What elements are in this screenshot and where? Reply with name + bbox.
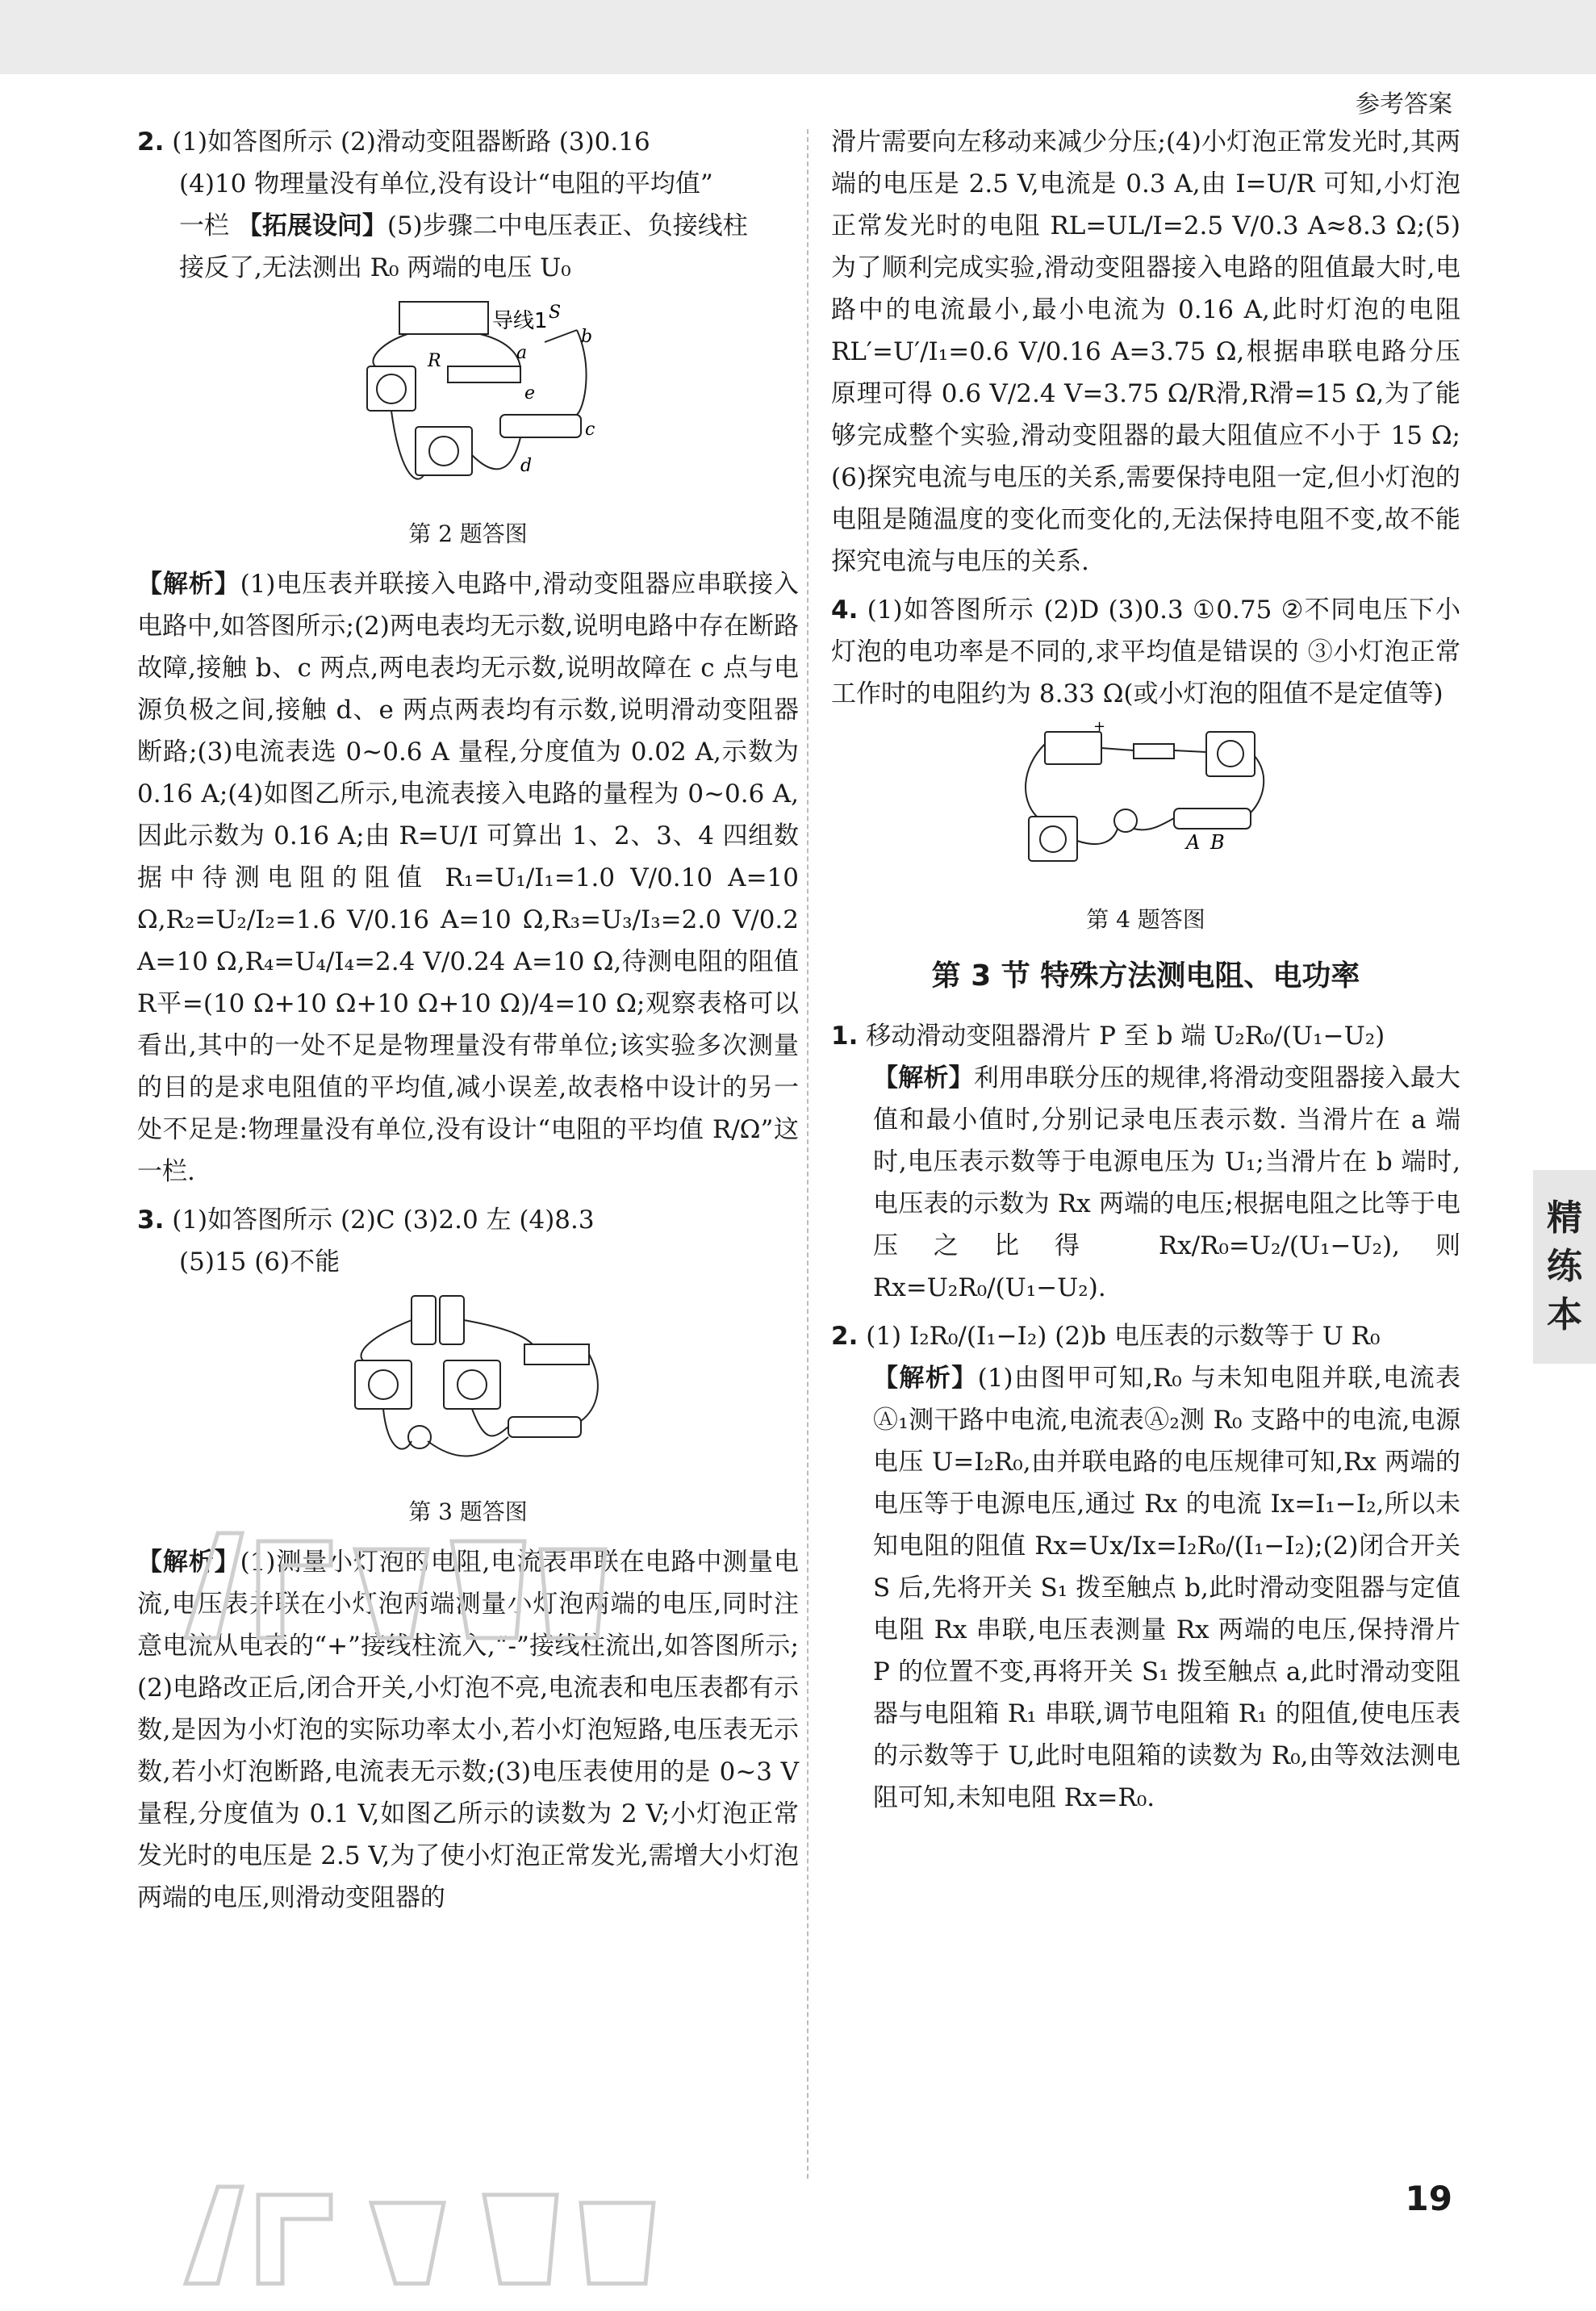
side-tab <box>1533 1170 1596 1364</box>
q3-circuit-diagram <box>323 1288 613 1473</box>
q2-line4: 接反了,无法测出 R₀ 两端的电压 U₀ <box>179 253 571 282</box>
q2-analysis <box>137 563 799 1193</box>
q3-line2: (5)15 (6)不能 <box>179 1247 341 1277</box>
s2-analysis <box>831 1357 1460 1819</box>
header-label: 参考答案 <box>1356 90 1452 119</box>
s2-analysis-text: (1)由图甲可知,R₀ 与未知电阻并联,电流表Ⓐ₁测干路中电流,电流表Ⓐ₂测 R₀ 支路中的电流,电源电压 U=I₂R₀,由并联电路的电压规律可知,Rx 两端的电压等于电源电压,通过 Rx 的电流 Ix=I₁−I₂,所以未知电阻的阻值 Rx=Ux/Ix=I₂R₀/(I₁−I₂);(2)闭合开关 S 后,先将开关 S₁ 拨至触点 b,此时滑动变阻器与定值电阻 Rx 串联,电压表测量 Rx 两端的电压,保持滑片 P 的位置不变,再将开关 S₁ 拨至触点 a,此时滑动变阻器与电阻箱 R₁ 串联,调节电阻箱 R₁ 的阻值,使电压表的示数等于 U,此时电阻箱的读数为 R₀,由等效法测电阻可知,未知电阻 Rx=R₀. <box>873 1364 1460 1812</box>
s1-analysis <box>831 1057 1460 1309</box>
q2-circuit-diagram <box>335 294 601 495</box>
label-b: b <box>581 327 593 347</box>
q2-figure <box>137 294 799 508</box>
q2-analysis-text: (1)电压表并联接入电路中,滑动变阻器应串联接入电路中,如答图所示;(2)两电表均无示数,说明电路中存在断路故障,接触 b、c 两点,两电表均无示数,说明故障在 c 点与电源负极之间,接触 d、e 两点两表均有示数,说明滑动变阻器断路;(3)电流表选 0~0.6 A 量程,分度值为 0.02 A,示数为 0.16 A;(4)如图乙所示,电流表接入电路的量程为 0~0.6 A,因此示数为 0.16 A;由 R=U/I 可算出 1、2、3、4 四组数据中待测电阻的阻值 R₁=U₁/I₁=1.0 V/0.10 A=10 Ω,R₂=U₂/I₂=1.6 V/0.16 A=10 Ω,R₃=U₃/I₃=2.0 V/0.2 A=10 Ω,R₄=U₄/I₄=2.4 V/0.24 A=10 Ω,待测电阻的阻值 R平=(10 Ω+10 Ω+10 Ω+10 Ω)/4=10 Ω;观察表格可以看出,其中的一处不足是物理量没有带单位;该实验多次测量的目的是求电阻值的平均值,减小误差,故表格中设计的另一处不足是:物理量没有单位,没有设计“电阻的平均值 R/Ω”这一栏. <box>137 570 800 1186</box>
q4-text: (1)如答图所示 (2)D (3)0.3 ①0.75 ②不同电压下小灯泡的电功率是不同的,求平均值是错误的 ③小灯泡正常工作时的电阻约为 8.33 Ω(或小灯泡的阻值不是定值等) <box>831 596 1460 708</box>
q4-circuit-diagram <box>1013 720 1279 881</box>
s1-analysis-text: 利用串联分压的规律,将滑动变阻器接入最大值和最小值时,分别记录电压表示数. 当滑片在 a 端时,电压表示数等于电源电压为 U₁;当滑片在 b 端时,电压表的示数为 Rx 两端的电压;根据电阻之比等于电压之比得 Rx/R₀=U₂/(U₁−U₂),则 Rx=U₂R₀/(U₁−U₂). <box>873 1064 1461 1302</box>
q2-answer <box>137 121 799 163</box>
analysis-tag: 【解析】 <box>137 1548 240 1577</box>
s1-number: 1. <box>831 1022 859 1051</box>
page-number: 19 <box>1405 2179 1452 2218</box>
s1-answer <box>831 1015 1460 1057</box>
s2-answer-text: (1) I₂R₀/(I₁−I₂) (2)b 电压表的示数等于 U R₀ <box>866 1322 1381 1351</box>
s2-answer <box>831 1315 1460 1357</box>
q4-number: 4. <box>831 596 859 625</box>
q3-continuation: 滑片需要向左移动来减少分压;(4)小灯泡正常发光时,其两端的电压是 2.5 V,电流是 0.3 A,由 I=U/R 可知,小灯泡正常发光时的电阻 RL=UL/I=2.5 V/0.3 A≈8.3 Ω;(5)为了顺利完成实验,滑动变阻器接入电路的阻值最大时,电路中的电流最小,最小电流为 0.16 A,此时灯泡的电阻 RL′=U′/I₁=0.6 V/0.16 A=3.75 Ω,根据串联电路分压原理可得 0.6 V/2.4 V=3.75 Ω/R滑,R滑=15 Ω,为了能够完成整个实验,滑动变阻器的最大阻值应不小于 15 Ω;(6)探究电流与电压的关系,需要保持电阻一定,但小灯泡的电阻是随温度的变化而变化的,无法保持电阻不变,故不能探究电流与电压的关系. <box>831 127 1460 576</box>
top-bar <box>0 0 1596 74</box>
q3-analysis-text: (1)测量小灯泡的电阻,电流表串联在电路中测量电流,电压表并联在小灯泡两端测量小灯泡两端的电压,同时注意电流从电表的“+”接线柱流入,“-”接线柱流出,如答图所示;(2)电路改正后,闭合开关,小灯泡不亮,电流表和电压表都有示数,是因为小灯泡的实际功率太小,若小灯泡短路,电压表无示数,若小灯泡断路,电流表无示数;(3)电压表使用的是 0~3 V 量程,分度值为 0.1 V,如图乙所示的读数为 2 V;小灯泡正常发光时的电压是 2.5 V,为了使小灯泡正常发光,需增大小灯泡两端的电压,则滑动变阻器的 <box>137 1548 800 1912</box>
label-a: A <box>1186 831 1201 854</box>
label-r: R <box>428 351 441 371</box>
q3-number: 3. <box>137 1206 165 1235</box>
q3-answer <box>137 1199 799 1241</box>
q4-answer <box>831 589 1460 715</box>
extension-tag: 【拓展设问】 <box>236 211 387 240</box>
q4-caption: 第 4 题答图 <box>1086 906 1205 933</box>
label-s: S <box>549 303 562 323</box>
column-divider <box>807 129 808 2179</box>
q3-caption: 第 3 题答图 <box>408 1498 528 1525</box>
label-c: c <box>585 420 595 440</box>
q4-figure <box>831 720 1460 894</box>
q2-number: 2. <box>137 127 165 157</box>
watermark-graphic <box>169 2171 670 2300</box>
label-b: B <box>1210 831 1225 854</box>
s2-number: 2. <box>831 1322 859 1351</box>
q2-line3b: (5)步骤二中电压表正、负接线柱 <box>386 211 748 240</box>
label-d: d <box>520 456 533 476</box>
analysis-tag: 【解析】 <box>873 1364 978 1393</box>
label-a: a <box>516 343 528 363</box>
right-column <box>831 121 1460 1819</box>
analysis-tag: 【解析】 <box>873 1064 974 1093</box>
q2-line3a: 一栏 <box>179 211 237 240</box>
q2-line1: (1)如答图所示 (2)滑动变阻器断路 (3)0.16 <box>172 127 650 157</box>
label-plus: + <box>1093 720 1106 735</box>
q2-caption: 第 2 题答图 <box>408 520 528 547</box>
q2-line3 <box>137 205 799 247</box>
q2-line2: (4)10 物理量没有单位,没有设计“电阻的平均值” <box>179 169 713 199</box>
s1-answer-text: 移动滑动变阻器滑片 P 至 b 端 U₂R₀/(U₁−U₂) <box>866 1022 1385 1051</box>
watermark-graphic <box>169 1517 621 1654</box>
q3-figure <box>137 1288 799 1486</box>
label-e: e <box>524 383 536 403</box>
analysis-tag: 【解析】 <box>137 570 240 599</box>
wire-label: 导线1 <box>492 309 548 333</box>
side-tab-char: 本 <box>1547 1294 1582 1335</box>
q3-line1: (1)如答图所示 (2)C (3)2.0 左 (4)8.3 <box>172 1206 595 1235</box>
section-title: 第 3 节 特殊方法测电阻、电功率 <box>931 959 1360 993</box>
side-tab-char: 精 <box>1547 1197 1582 1239</box>
side-tab-char: 练 <box>1547 1246 1582 1287</box>
